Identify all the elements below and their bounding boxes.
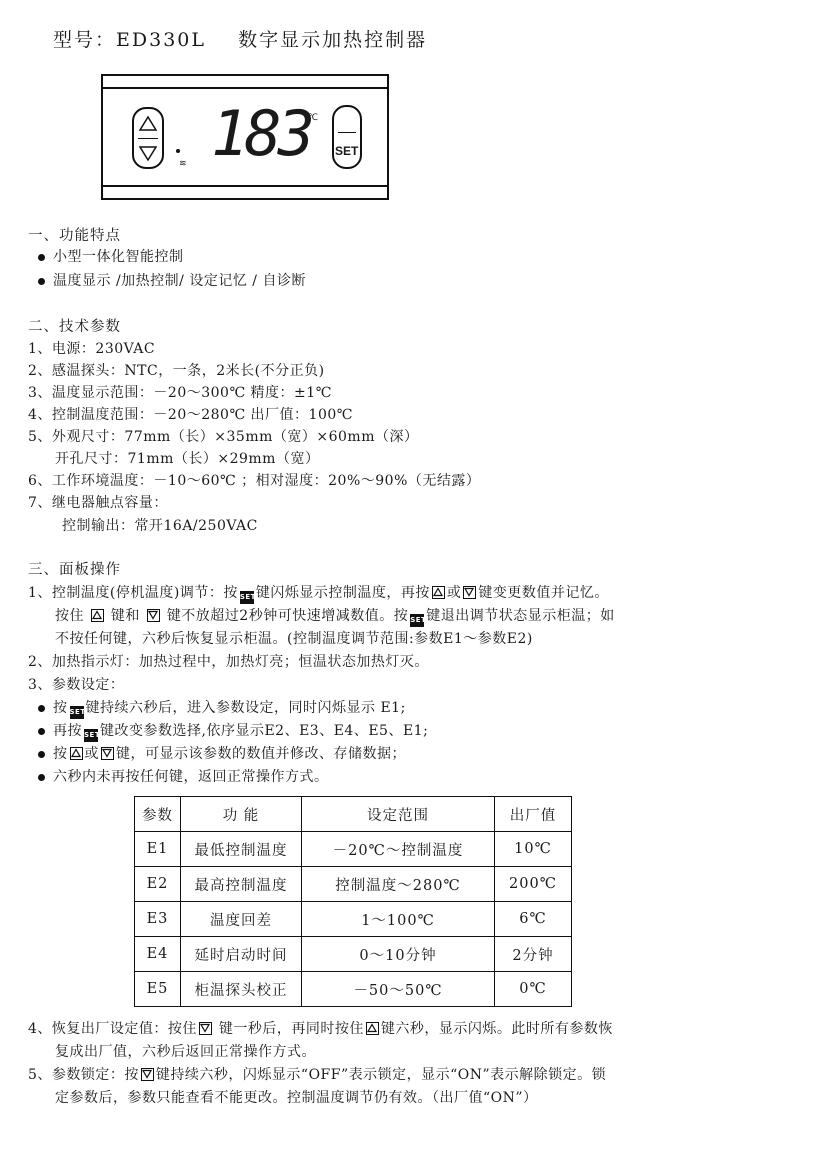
table-cell: E1 [135, 832, 181, 867]
table-header: 设定范围 [302, 797, 495, 832]
table-cell: 2分钟 [495, 937, 572, 972]
operation-line: 定参数后，参数只能查看不能更改。控制温度调节仍有效。（出厂值“ON”） [55, 1090, 538, 1106]
decimal-dot [176, 149, 180, 153]
controller-panel-figure [101, 74, 389, 200]
operation-line: 按住 键和 键不放超过2秒钟可快速增减数值。按 SET键退出调节状态显示柜温；如 [55, 605, 615, 627]
up-down-arrows-icon [134, 109, 162, 167]
operation-line: 1、控制温度(停机温度)调节：按 SET键闪烁显示控制温度，再按 或 键变更数值并记忆。 [28, 582, 609, 604]
operation-line: 2、加热指示灯：加热过程中，加热灯亮；恒温状态加热灯灭。 [28, 654, 429, 670]
feature-item: 温度显示 /加热控制/ 设定记忆 / 自诊断 [38, 270, 306, 290]
table-row [135, 972, 572, 1007]
section-3-title: 三、面板操作 [28, 562, 121, 578]
unit-label: ℃ [308, 113, 319, 123]
spec-line: 控制输出：常开16A/250VAC [62, 518, 258, 534]
table-row [135, 867, 572, 902]
down-triangle-key-icon [141, 1068, 154, 1081]
set-key-label: SET [335, 144, 359, 158]
table-cell: E5 [135, 972, 181, 1007]
operation-line: 5、参数锁定：按 键持续六秒，闪烁显示“OFF”表示锁定，显示“ON”表示解除锁定。锁 [28, 1067, 607, 1083]
set-key-icon: SET [240, 591, 254, 604]
down-triangle-key-icon [463, 586, 476, 599]
set-key [332, 105, 362, 169]
up-triangle-key-icon [91, 609, 104, 622]
section-2-title: 二、技术参数 [28, 319, 121, 335]
up-triangle-key-icon [432, 586, 445, 599]
table-cell: 0～10分钟 [302, 937, 495, 972]
operation-bullet: 六秒内未再按任何键，返回正常操作方式。 [38, 766, 329, 786]
table-cell: 10℃ [495, 832, 572, 867]
table-cell: E4 [135, 937, 181, 972]
operation-bullet: 按 SET键持续六秒后，进入参数设定，同时闪烁显示 E1; [38, 697, 406, 719]
table-cell: E2 [135, 867, 181, 902]
table-row [135, 832, 572, 867]
segment-display: 183 [211, 97, 311, 170]
table-cell: 控制温度～280℃ [302, 867, 495, 902]
table-header: 参数 [135, 797, 181, 832]
page-title [53, 25, 427, 52]
table-cell: 温度回差 [181, 902, 302, 937]
operation-line: 复成出厂值，六秒后返回正常操作方式。 [55, 1044, 316, 1060]
panel-face [103, 87, 387, 187]
table-cell: 延时启动时间 [181, 937, 302, 972]
table-cell: 1～100℃ [302, 902, 495, 937]
parameter-table [134, 796, 572, 1007]
table-cell: 200℃ [495, 867, 572, 902]
spec-line: 7、继电器触点容量： [28, 495, 168, 511]
table-cell: E3 [135, 902, 181, 937]
operation-line: 不按任何键，六秒后恢复显示柜温。(控制温度调节范围:参数E1～参数E2) [55, 631, 533, 647]
table-row [135, 902, 572, 937]
down-triangle-key-icon [147, 609, 160, 622]
heating-indicator-icon: ≋ [179, 159, 187, 169]
set-key-icon: SET [84, 729, 98, 742]
table-header: 出厂值 [495, 797, 572, 832]
up-triangle-key-icon [70, 747, 83, 760]
table-header-row [135, 797, 572, 832]
spec-line: 6、工作环境温度：－10～60℃ ；相对湿度：20%～90%（无结露） [28, 473, 481, 489]
operation-bullet: 按 或 键，可显示该参数的数值并修改、存储数据； [38, 743, 406, 763]
table-cell: 最低控制温度 [181, 832, 302, 867]
spec-line: 5、外观尺寸：77mm（长）×35mm（宽）×60mm（深） [28, 429, 419, 445]
model-label: 型号：ED330L [53, 29, 206, 51]
up-triangle-key-icon [366, 1022, 379, 1035]
product-name: 数字显示加热控制器 [238, 29, 428, 51]
spec-line: 3、温度显示范围：－20～300℃ 精度：±1℃ [28, 385, 332, 401]
table-cell: －50～50℃ [302, 972, 495, 1007]
down-triangle-key-icon [199, 1022, 212, 1035]
operation-line: 3、参数设定： [28, 677, 125, 693]
spec-line: 4、控制温度范围：－20～280℃ 出厂值：100℃ [28, 407, 353, 423]
table-cell: 最高控制温度 [181, 867, 302, 902]
set-key-icon: SET [410, 614, 424, 627]
down-triangle-key-icon [101, 747, 114, 760]
spec-line: 2、感温探头：NTC，一条，2米长(不分正负) [28, 363, 325, 379]
up-down-key [132, 107, 164, 169]
set-key-icon: SET [70, 706, 84, 719]
table-cell: －20℃～控制温度 [302, 832, 495, 867]
spec-line: 1、电源：230VAC [28, 341, 156, 357]
table-cell: 6℃ [495, 902, 572, 937]
table-cell: 柜温探头校正 [181, 972, 302, 1007]
table-header: 功 能 [181, 797, 302, 832]
operation-line: 4、恢复出厂设定值：按住 键一秒后，再同时按住 键六秒，显示闪烁。此时所有参数恢 [28, 1021, 613, 1037]
operation-bullet: 再按 SET键改变参数选择,依序显示E2、E3、E4、E5、E1; [38, 720, 428, 742]
table-cell: 0℃ [495, 972, 572, 1007]
spec-line: 开孔尺寸：71mm（长）×29mm（宽） [55, 451, 320, 467]
section-1-title: 一、功能特点 [28, 228, 121, 244]
table-row [135, 937, 572, 972]
feature-item: 小型一体化智能控制 [38, 246, 184, 266]
